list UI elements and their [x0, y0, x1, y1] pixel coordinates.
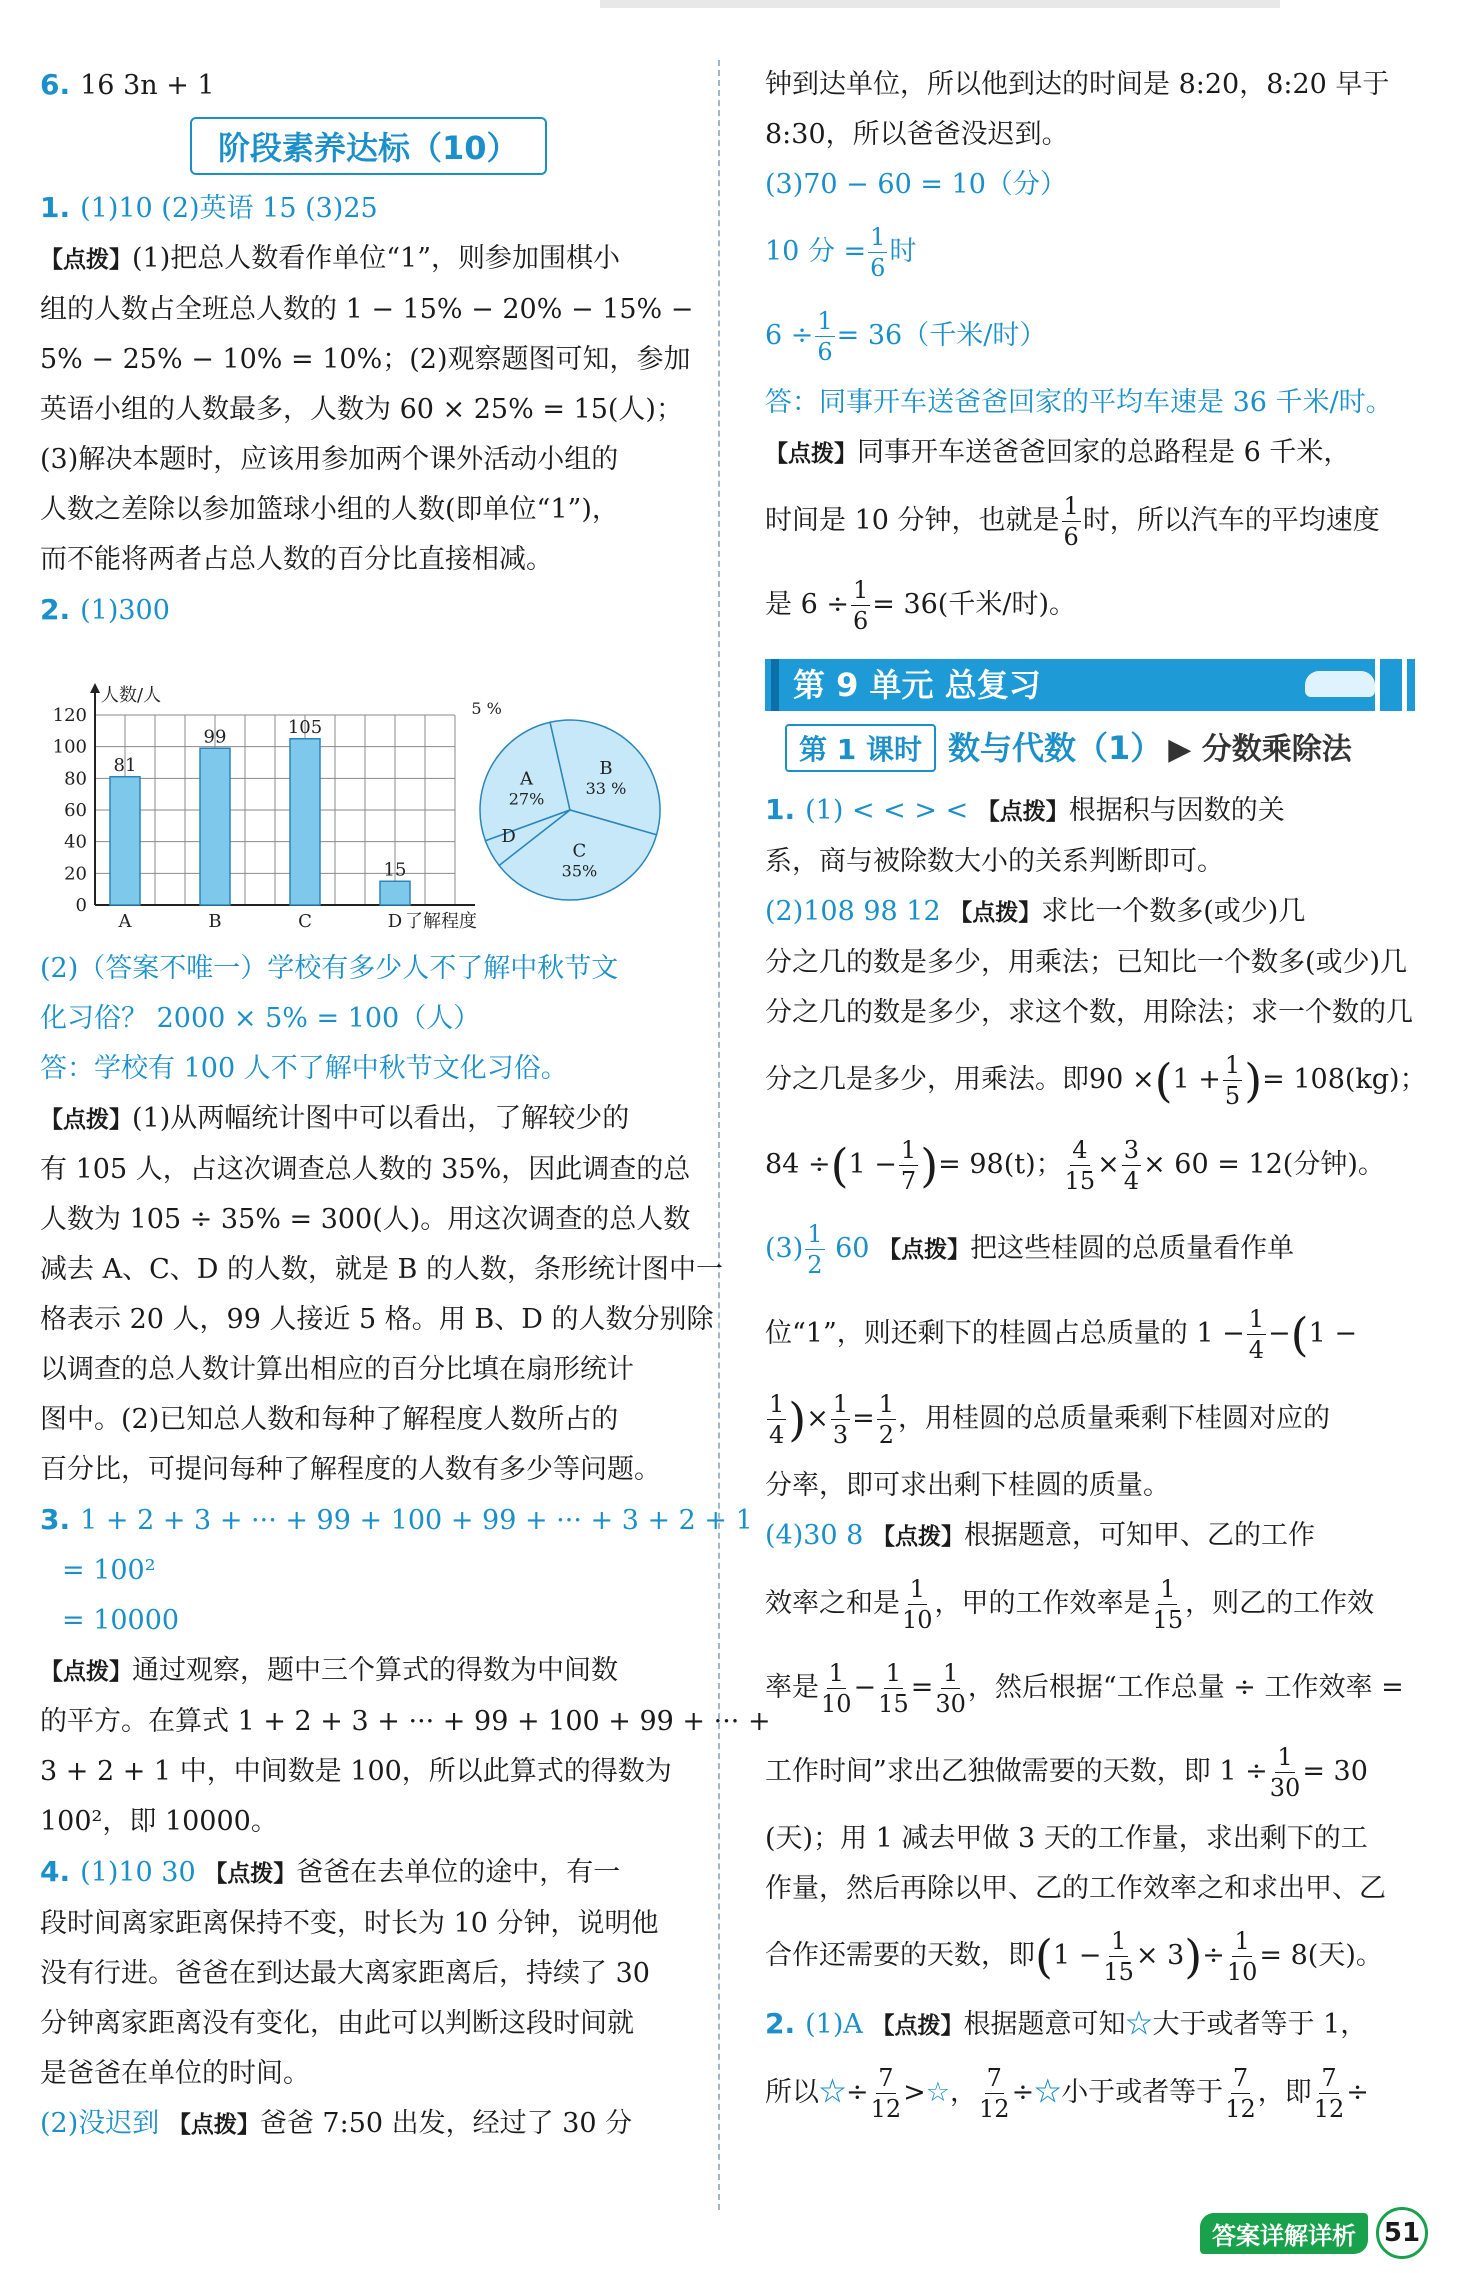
- q2-number: 2.: [40, 593, 71, 626]
- text-line: 钟到达单位，所以他到达的时间是 8:20，8:20 早于: [765, 69, 1390, 100]
- fraction: $\frac{1}{3}$: [832, 1389, 849, 1449]
- hint-line: 5% − 25% − 10% = 10%；(2)观察题图可知，参加: [40, 344, 691, 375]
- hint-label: 【点拨】: [871, 2012, 964, 2039]
- hint-line: 人数之差除以参加篮球小组的人数(即单位“1”)，: [40, 494, 619, 525]
- pie-percent-label: 5 %: [471, 699, 502, 718]
- hint-line: 人数为 105 ÷ 35% = 300(人)。用这次调查的总人数: [40, 1204, 691, 1235]
- hint-line: (天)；用 1 减去甲做 3 天的工作量，求出剩下的工: [765, 1823, 1368, 1854]
- q1-number: 1.: [40, 191, 71, 224]
- answer-q1: (1)10 (2)英语 15 (3)25: [80, 193, 378, 224]
- hint-line: 所以☆÷ $\frac{7}{12}$ >☆， $\frac{7}{12}$ ÷☆小于或者等于 $\frac{7}{12}$ ，即 $\frac{7}{12}$ ÷: [765, 2063, 1369, 2123]
- hint-line: 3 + 2 + 1 中，中间数是 100，所以此算式的得数为: [40, 1756, 672, 1787]
- hint-line: 是爸爸在单位的时间。: [40, 2058, 310, 2089]
- pie-label: D: [501, 826, 516, 848]
- hint-line: (3)解决本题时，应该用参加两个课外活动小组的: [40, 444, 619, 475]
- y-tick-label: 120: [52, 705, 87, 726]
- footer-label: 答案详解详析: [1200, 2213, 1368, 2254]
- y-axis-arrow: [90, 683, 100, 693]
- column-divider: [718, 60, 720, 2210]
- fraction: $\frac{1}{2}$: [878, 1389, 895, 1449]
- star-icon: ☆: [925, 2076, 951, 2108]
- y-tick-label: 0: [75, 895, 87, 916]
- hint-line: 工作时间”求出乙独做需要的天数，即 1 ÷ $\frac{1}{30}$ = 30: [765, 1743, 1368, 1802]
- answer-q3: 1 + 2 + 3 + ··· + 99 + 100 + 99 + ··· + 3 + 2 + 1: [80, 1505, 753, 1536]
- hint-line: 没有行进。爸爸在到达最大离家距离后，持续了 30: [40, 1958, 650, 1989]
- hint-line: 组的人数占全班总人数的 1 − 15% − 20% − 15% −: [40, 294, 694, 325]
- answer-p1-4: (4)30 8: [765, 1520, 864, 1551]
- hint-line: 通过观察，题中三个算式的得数为中间数: [132, 1655, 618, 1686]
- hint-line: 同事开车送爸爸回家的总路程是 6 千米，: [857, 437, 1351, 468]
- x-tick-label: D: [387, 911, 403, 932]
- q6-number: 6.: [40, 68, 71, 101]
- hint-line: 英语小组的人数最多，人数为 60 × 25% = 15(人)；: [40, 394, 683, 425]
- hint-line: 以调查的总人数计算出相应的百分比填在扇形统计: [40, 1354, 634, 1385]
- fraction: $\frac{3}{4}$: [1123, 1135, 1140, 1195]
- y-tick-label: 60: [64, 800, 87, 821]
- hint-line: 作量，然后再除以甲、乙的工作效率之和求出甲、乙: [765, 1873, 1386, 1904]
- fraction: $\frac{1}{6}$: [1063, 492, 1079, 551]
- hint-line: 段时间离家距离保持不变，时长为 10 分钟，说明他: [40, 1908, 659, 1939]
- fraction: $\frac{1}{15}$: [1152, 1575, 1184, 1634]
- p2-number: 2.: [765, 2006, 796, 2040]
- y-axis-label: 人数/人: [101, 685, 162, 706]
- stage-title: 阶段素养达标（10）: [190, 117, 547, 175]
- answer-step: 10 分 = $\frac{1}{6}$ 时: [765, 223, 917, 282]
- answer-p2-1: (1)A: [805, 2008, 863, 2040]
- hint-label: 【点拨】: [765, 441, 857, 467]
- fraction: $\frac{7}{12}$: [1313, 2063, 1345, 2123]
- fraction: $\frac{7}{12}$: [870, 2063, 902, 2123]
- charts-area: [40, 640, 695, 940]
- right-column: [765, 60, 1427, 2135]
- hint-line: 时间是 10 分钟，也就是 $\frac{1}{6}$ 时，所以汽车的平均速度: [765, 492, 1380, 551]
- hint-line: 把这些桂圆的总质量看作单: [970, 1233, 1295, 1264]
- pie-label: A: [520, 768, 534, 790]
- hint-label: 【点拨】: [40, 1107, 132, 1133]
- fraction: $\frac{1}{6}$: [870, 223, 886, 282]
- pie-label: B: [599, 757, 613, 779]
- x-axis-label: 了解程度: [405, 911, 477, 932]
- fraction: $\frac{1}{4}$: [769, 1389, 785, 1449]
- q4-number: 4.: [40, 1855, 71, 1888]
- left-column: [40, 60, 771, 2150]
- fraction: $\frac{1}{5}$: [1224, 1051, 1241, 1110]
- fraction: $\frac{7}{12}$: [979, 2063, 1010, 2123]
- fraction: $\frac{1}{7}$: [900, 1135, 917, 1195]
- page-number: 51: [1376, 2207, 1428, 2259]
- pie-percent-label: 27%: [508, 789, 545, 809]
- x-tick-label: C: [298, 911, 312, 932]
- bar: [200, 748, 230, 905]
- answer-p1-1: (1) < < > <: [805, 795, 969, 826]
- bar: [380, 881, 410, 905]
- y-tick-label: 100: [52, 736, 87, 758]
- hint-line: 位“1”，则还剩下的桂圆占总质量的 1 − $\frac{1}{4}$ −(1 −: [765, 1305, 1358, 1364]
- bar: [290, 739, 320, 905]
- fraction: $\frac{7}{12}$: [1225, 2063, 1256, 2123]
- bar-value-label: 99: [203, 726, 227, 748]
- hint-line: 分之几是多少，用乘法。即90 ×(1 + $\frac{1}{5}$ )= 108(kg)；: [765, 1051, 1427, 1110]
- fraction: $\frac{4}{15}$: [1064, 1135, 1096, 1195]
- answer-conclusion: 答：同事开车送爸爸回家的平均车速是 36 千米/时。: [765, 387, 1393, 418]
- hint-line: 求比一个数多(或少)几: [1041, 896, 1306, 927]
- answer-q4-1: (1)10 30: [80, 1857, 196, 1888]
- hint-line: 分之几的数是多少，用乘法；已知比一个数多(或少)几: [765, 947, 1408, 978]
- y-tick-label: 40: [64, 831, 87, 853]
- top-edge-bar: [600, 0, 1280, 8]
- star-icon: ☆: [1125, 2008, 1153, 2040]
- hint-line: (1)从两幅统计图中可以看出，了解较少的: [132, 1103, 630, 1134]
- pie-percent-label: 35%: [561, 861, 598, 881]
- hint-label: 【点拨】: [204, 1861, 297, 1887]
- hint-line: 84 ÷(1 − $\frac{1}{7}$ )= 98(t)； $\frac{4}{15}$ × $\frac{3}{4}$ × 60 = 12(分钟)。: [765, 1135, 1385, 1195]
- hint-line: 减去 A、C、D 的人数，就是 B 的人数，条形统计图中一: [40, 1254, 723, 1285]
- hint-line: 100²，即 10000。: [40, 1806, 278, 1837]
- fraction: $\frac{1}{4}$: [1248, 1305, 1265, 1364]
- answer-q2-2-line: (2)（答案不唯一）学校有多少人不了解中秋节文: [40, 953, 619, 984]
- answer-p1-3: (3) $\frac{1}{2}$ 60: [765, 1220, 870, 1279]
- unit-header-bar: [765, 659, 1415, 711]
- fraction: $\frac{1}{15}$: [878, 1659, 909, 1718]
- hint-line: 分率，即可求出剩下桂圆的质量。: [765, 1470, 1170, 1501]
- pie-percent-label: 33 %: [585, 778, 627, 798]
- lesson-header: [765, 723, 1415, 779]
- fraction: $\frac{1}{10}$: [821, 1659, 852, 1718]
- text-line: 8:30，所以爸爸没迟到。: [765, 119, 1069, 150]
- bar-value-label: 15: [383, 859, 407, 881]
- pie-chart: [460, 680, 680, 920]
- bar-value-label: 105: [287, 716, 323, 738]
- star-icon: ☆: [819, 2076, 846, 2108]
- lesson-tag: 第 1 课时: [785, 724, 936, 772]
- hint-line: 大于或者等于 1，: [1152, 2008, 1368, 2040]
- hint-label: 【点拨】: [40, 247, 132, 273]
- fraction: $\frac{1}{6}$: [852, 576, 869, 635]
- hint-line: 爸爸在去单位的途中，有一: [296, 1857, 621, 1888]
- stripes-decoration: [1375, 659, 1407, 711]
- fraction: $\frac{1}{30}$: [935, 1659, 966, 1718]
- bar-value-label: 81: [113, 754, 137, 776]
- answer-q4-2: (2)没迟到: [40, 2108, 160, 2139]
- answer-q2-2-line: 化习俗？ 2000 × 5% = 100（人）: [40, 1003, 481, 1034]
- hint-line: 图中。(2)已知总人数和每种了解程度人数所占的: [40, 1404, 619, 1435]
- hint-line: 是 6 ÷ $\frac{1}{6}$ = 36(千米/时)。: [765, 576, 1076, 635]
- hint-line: (1)把总人数看作单位“1”，则参加围棋小: [132, 243, 621, 274]
- lesson-subtitle: ▶ 分数乘除法: [1168, 732, 1352, 767]
- page-footer: [1200, 2207, 1428, 2259]
- hint-label: 【点拨】: [878, 1237, 971, 1263]
- fraction: $\frac{1}{10}$: [902, 1575, 933, 1634]
- hint-line: 系，商与被除数大小的关系判断即可。: [765, 846, 1224, 877]
- hint-line: $\frac{1}{4}$ )× $\frac{1}{3}$ = $\frac{1}{2}$ ，用桂圆的总质量乘剩下桂圆对应的: [769, 1389, 1331, 1449]
- x-tick-label: B: [208, 911, 222, 932]
- star-icon: ☆: [1034, 2076, 1062, 2108]
- answer-p1-2: (2)108 98 12: [765, 896, 941, 927]
- hint-label: 【点拨】: [167, 2112, 260, 2138]
- fraction: $\frac{1}{15}$: [1103, 1927, 1134, 1986]
- car-icon: [1305, 671, 1375, 697]
- y-tick-label: 20: [64, 863, 87, 885]
- hint-line: 根据题意，可知甲、乙的工作: [963, 1520, 1315, 1551]
- unit-title: 第 9 单元 总复习: [793, 666, 1041, 704]
- hint-label: 【点拨】: [40, 1659, 132, 1685]
- answer-q3-step: = 10000: [62, 1605, 180, 1636]
- bar-chart: [40, 640, 477, 940]
- hint-line: 分钟离家距离没有变化，由此可以判断这段时间就: [40, 2008, 634, 2039]
- hint-line: 百分比，可提问每种了解程度的人数有多少等问题。: [40, 1454, 661, 1485]
- hint-line: 有 105 人，占这次调查总人数的 35%，因此调查的总: [40, 1154, 691, 1185]
- fraction: $\frac{1}{6}$: [817, 307, 833, 366]
- hint-line: 效率之和是 $\frac{1}{10}$ ，甲的工作效率是 $\frac{1}{15}$ ，则乙的工作效: [765, 1575, 1375, 1634]
- fraction: $\frac{1}{10}$: [1226, 1927, 1258, 1986]
- hint-line: 的平方。在算式 1 + 2 + 3 + ··· + 99 + 100 + 99 + ··· +: [40, 1706, 771, 1737]
- hint-line: 根据题意可知: [963, 2008, 1126, 2040]
- pie-label: C: [572, 840, 587, 862]
- fraction: $\frac{1}{30}$: [1269, 1743, 1301, 1802]
- answer-q3-step: = 100²: [62, 1555, 156, 1586]
- answer-step: 6 ÷ $\frac{1}{6}$ = 36（千米/时）: [765, 307, 1047, 366]
- answer-q2-2-conclusion: 答：学校有 100 人不了解中秋节文化习俗。: [40, 1053, 568, 1084]
- fraction: $\frac{1}{2}$: [807, 1220, 823, 1279]
- p1-number: 1.: [765, 793, 796, 826]
- y-tick-label: 80: [64, 768, 87, 790]
- hint-line: 根据积与因数的关: [1068, 795, 1285, 826]
- hint-label: 【点拨】: [949, 900, 1042, 926]
- answer-step: (3)70 − 60 = 10（分）: [765, 169, 1067, 200]
- hint-line: 分之几的数是多少，求这个数，用除法；求一个数的几: [765, 997, 1413, 1028]
- hint-line: 率是 $\frac{1}{10}$ − $\frac{1}{15}$ = $\frac{1}{30}$ ，然后根据“工作总量 ÷ 工作效率 =: [765, 1659, 1404, 1718]
- hint-line: 爸爸 7:50 出发，经过了 30 分: [259, 2108, 633, 2139]
- hint-line: 合作还需要的天数，即(1 − $\frac{1}{15}$ × 3)÷ $\frac{1}{10}$ = 8(天)。: [765, 1927, 1383, 1986]
- hint-line: 而不能将两者占总人数的百分比直接相减。: [40, 544, 553, 575]
- lesson-title: 数与代数（1）: [947, 729, 1163, 767]
- answer-q6: 16 3n + 1: [80, 70, 215, 101]
- answer-q2-1: (1)300: [80, 595, 170, 626]
- x-tick-label: A: [118, 911, 132, 932]
- hint-label: 【点拨】: [871, 1524, 964, 1550]
- hint-label: 【点拨】: [976, 799, 1069, 825]
- bar: [110, 777, 140, 905]
- hint-line: 格表示 20 人，99 人接近 5 格。用 B、D 的人数分别除: [40, 1304, 714, 1335]
- q3-number: 3.: [40, 1503, 71, 1536]
